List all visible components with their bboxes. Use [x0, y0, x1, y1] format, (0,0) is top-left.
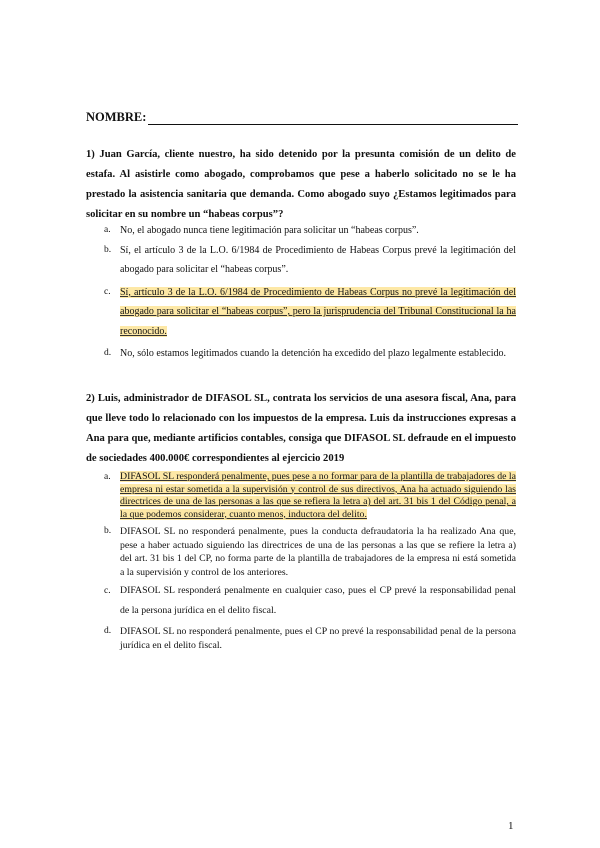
- option-text: DIFASOL SL no responderá penalmente, pues la conducta defraudatoria la ha realizado Ana que, pese a haber actuado siguiendo las directrices de una de las personas a las que se refiere la letra a) del art. 31 bis 1 del CP, no forma parte de la plantilla de trabajadores de la empresa ni está sometida a la supervisión y control de los anteriores.: [120, 526, 516, 578]
- option-letter: d.: [104, 348, 112, 358]
- page-number: 1: [508, 820, 514, 832]
- question-1-option-c-selected[interactable]: [86, 283, 516, 342]
- option-text: No, sólo estamos legitimados cuando la detención ha excedido del plazo legalmente establecido.: [120, 348, 506, 359]
- option-text-highlighted: Sí, artículo 3 de la L.O. 6/1984 de Procedimiento de Habeas Corpus no prevé la legitimación del abogado para solicitar el “habeas corpus”, pero la jurisprudencia del Tribunal Constitucional la ha reconocido.: [120, 286, 516, 337]
- option-letter: b.: [104, 244, 112, 255]
- question-2-options: [86, 471, 516, 652]
- nombre-field: [86, 110, 518, 125]
- question-2-option-d[interactable]: [86, 625, 516, 652]
- question-1-option-b[interactable]: [86, 241, 516, 280]
- question-2-option-b[interactable]: [86, 525, 516, 579]
- option-letter: a.: [104, 225, 111, 235]
- option-text-highlighted: DIFASOL SL responderá penalmente, pues pese a no formar para de la plantilla de trabajadores de la empresa ni estar sometida a la supervisión y control de sus directivos, Ana ha actuado siguiendo las directrices de una de las personas a las que se refiera la letra a) del art. 31 bis 1 del Código penal, a la que podemos considerar, cuanto menos, inductora del delito.: [120, 471, 516, 520]
- option-letter: c.: [104, 586, 111, 596]
- question-1-text: 1) Juan García, cliente nuestro, ha sido detenido por la presunta comisión de un delito de estafa. Al asistirle como abogado, comprobamos que pese a haberlo solicitado no se le ha prestado la asistencia sanitaria que demanda. Como abogado suyo ¿Estamos legitimados para solicitar en su nombre un “habeas corpus”?: [86, 149, 516, 220]
- option-text: Sí, el artículo 3 de la L.O. 6/1984 de Procedimiento de Habeas Corpus prevé la legitimación del abogado para solicitar el “habeas corpus”.: [120, 244, 516, 275]
- question-1-option-d[interactable]: [86, 344, 516, 364]
- question-2-option-a-selected[interactable]: [86, 471, 516, 521]
- option-text: No, el abogado nunca tiene legitimación para solicitar un “habeas corpus”.: [120, 225, 419, 236]
- option-text: DIFASOL SL responderá penalmente en cualquier caso, pues el CP prevé la responsabilidad penal de la persona jurídica en el delito fiscal.: [120, 585, 516, 616]
- option-text: DIFASOL SL no responderá penalmente, pues el CP no prevé la responsabilidad penal de la persona jurídica en el delito fiscal.: [120, 626, 516, 651]
- question-1-options: [86, 221, 516, 364]
- option-letter: c.: [104, 286, 111, 297]
- question-1-option-a[interactable]: [86, 221, 516, 241]
- question-2-text: 2) Luis, administrador de DIFASOL SL, contrata los servicios de una asesora fiscal, Ana, para que lleve todo lo relacionado con los impuestos de la empresa. Luis da instrucciones expresas a Ana para que, mediante artificios contables, consiga que DIFASOL SL defraude en el impuesto de sociedades 400.000€ correspondientes al ejercicio 2019: [86, 393, 516, 464]
- nombre-blank-line: [148, 112, 518, 125]
- option-letter: a.: [104, 472, 111, 482]
- question-2-option-c[interactable]: [86, 581, 516, 621]
- option-letter: b.: [104, 526, 112, 536]
- nombre-label: NOMBRE:: [86, 110, 147, 124]
- option-letter: d.: [104, 626, 112, 636]
